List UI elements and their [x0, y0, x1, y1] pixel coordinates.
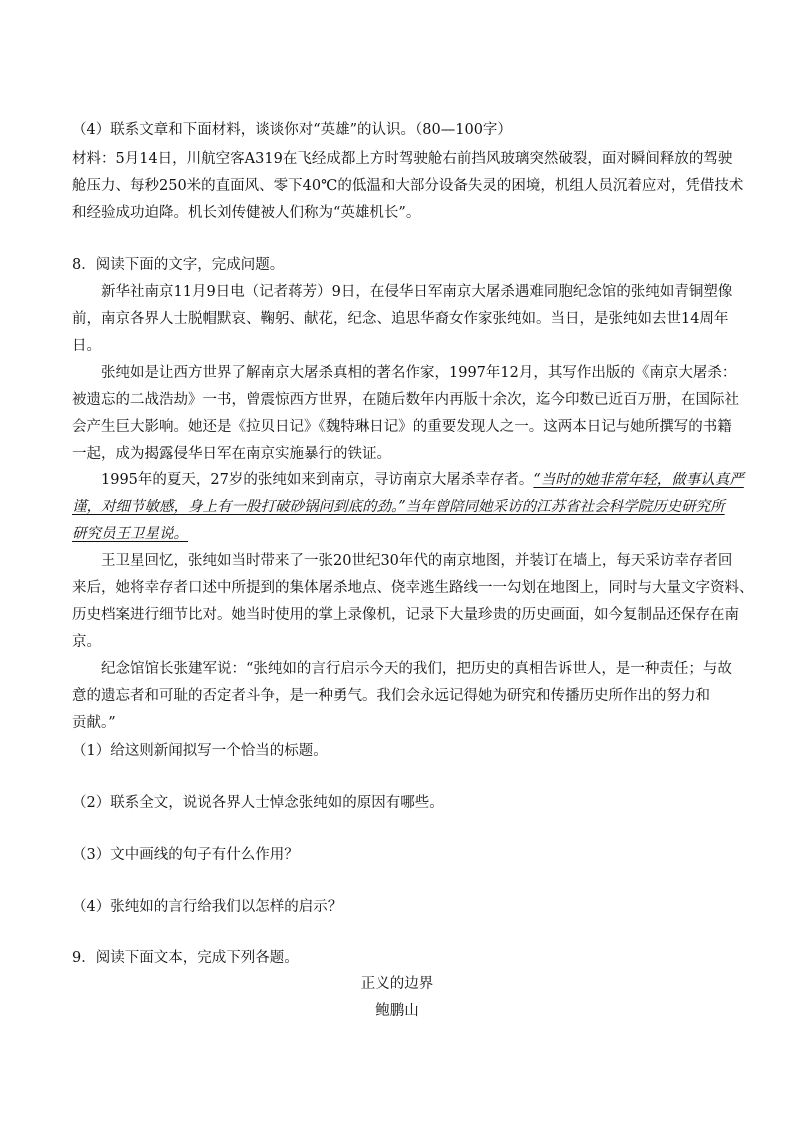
news-paragraph-3-line-1 [101, 470, 744, 490]
question-9-heading: 9．阅读下面文本，完成下列各题。 [72, 950, 299, 966]
question-prompt: （4）联系文章和下面材料，谈谈你对“英雄”的认识。（80—100字） [72, 122, 512, 138]
question-8-heading: 8．阅读下面的文字，完成问题。 [72, 257, 285, 273]
sub-question-4: （4）张纯如的言行给我们以怎样的启示？ [72, 899, 343, 915]
news-paragraph-5-line-3: 贡献。” [72, 715, 116, 731]
news-paragraph-2-line-2: 被遗忘的二战浩劫》一书，曾震惊西方世界，在随后数年内再版十余次，迄今印数已近百万册，在国际社 [72, 392, 739, 408]
underlined-sentence-part-1: “当时的她非常年轻，做事认真严 [533, 472, 744, 488]
sub-question-2: （2）联系全文，说说各界人士悼念张纯如的原因有哪些。 [72, 795, 444, 811]
material-line-2: 舱压力、每秒250米的直面风、零下40℃的低温和大部分设备失灵的困境，机组人员沉着应对，凭借技术 [72, 178, 744, 194]
material-line-1: 材料：5月14日，川航空客A319在飞经成都上方时驾驶舱右前挡风玻璃突然破裂，面对瞬间释放的驾驶 [72, 151, 733, 167]
news-paragraph-1-line-3: 日。 [72, 338, 101, 354]
news-paragraph-4-line-3: 历史档案进行细节比对。她当时使用的掌上录像机，记录下大量珍贵的历史画面，如今复制品还保存在南 [72, 607, 739, 623]
sub-question-3: （3）文中画线的句子有什么作用？ [72, 847, 299, 863]
underlined-sentence-part-3: 研究员王卫星说。 [72, 526, 188, 542]
sub-question-1: （1）给这则新闻拟写一个恰当的标题。 [72, 743, 328, 759]
news-paragraph-4-line-2: 来后，她将幸存者口述中所提到的集体屠杀地点、侥幸逃生路线一一勾划在地图上，同时与大量文字资料、 [72, 580, 754, 596]
news-paragraph-5-line-1: 纪念馆馆长张建军说：“张纯如的言行启示今天的我们，把历史的真相告诉世人，是一种责任；与故 [101, 661, 732, 677]
news-paragraph-1-line-2: 前，南京各界人士脱帽默哀、鞠躬、献花，纪念、追思华裔女作家张纯如。当日，是张纯如去世14周年 [72, 311, 729, 327]
news-paragraph-1-line-1: 新华社南京11月9日电（记者蒋芳）9日，在侵华日军南京大屠杀遇难同胞纪念馆的张纯如青铜塑像 [101, 284, 733, 300]
news-paragraph-5-line-2: 意的遗忘者和可耻的否定者斗争，是一种勇气。我们会永远记得她为研究和传播历史所作出的努力和 [72, 688, 710, 704]
news-paragraph-4-line-1: 王卫星回忆，张纯如当时带来了一张20世纪30年代的南京地图，并装订在墙上，每天采访幸存者回 [101, 553, 733, 569]
underlined-sentence-part-2: 谨，对细节敏感，身上有一股打破砂锅问到底的劲。”当年曾陪同她采访的江苏省社会科学院历史研究所 [72, 499, 725, 515]
paragraph-3-intro: 1995年的夏天，27岁的张纯如来到南京，寻访南京大屠杀幸存者。 [101, 472, 534, 488]
news-paragraph-2-line-1: 张纯如是让西方世界了解南京大屠杀真相的著名作家，1997年12月，其写作出版的《南京大屠杀： [101, 365, 737, 381]
news-paragraph-2-line-4: 一起，成为揭露侵华日军在南京实施暴行的铁证。 [72, 446, 391, 462]
article-title: 正义的边界 [360, 976, 434, 992]
material-line-3: 和经验成功迫降。机长刘传健被人们称为“英雄机长”。 [72, 205, 421, 221]
article-author: 鲍鹏山 [375, 1003, 419, 1019]
news-paragraph-2-line-3: 会产生巨大影响。她还是《拉贝日记》《魏特琳日记》的重要发现人之一。这两本日记与她所撰写的书籍 [72, 419, 732, 435]
news-paragraph-4-line-4: 京。 [72, 634, 101, 650]
